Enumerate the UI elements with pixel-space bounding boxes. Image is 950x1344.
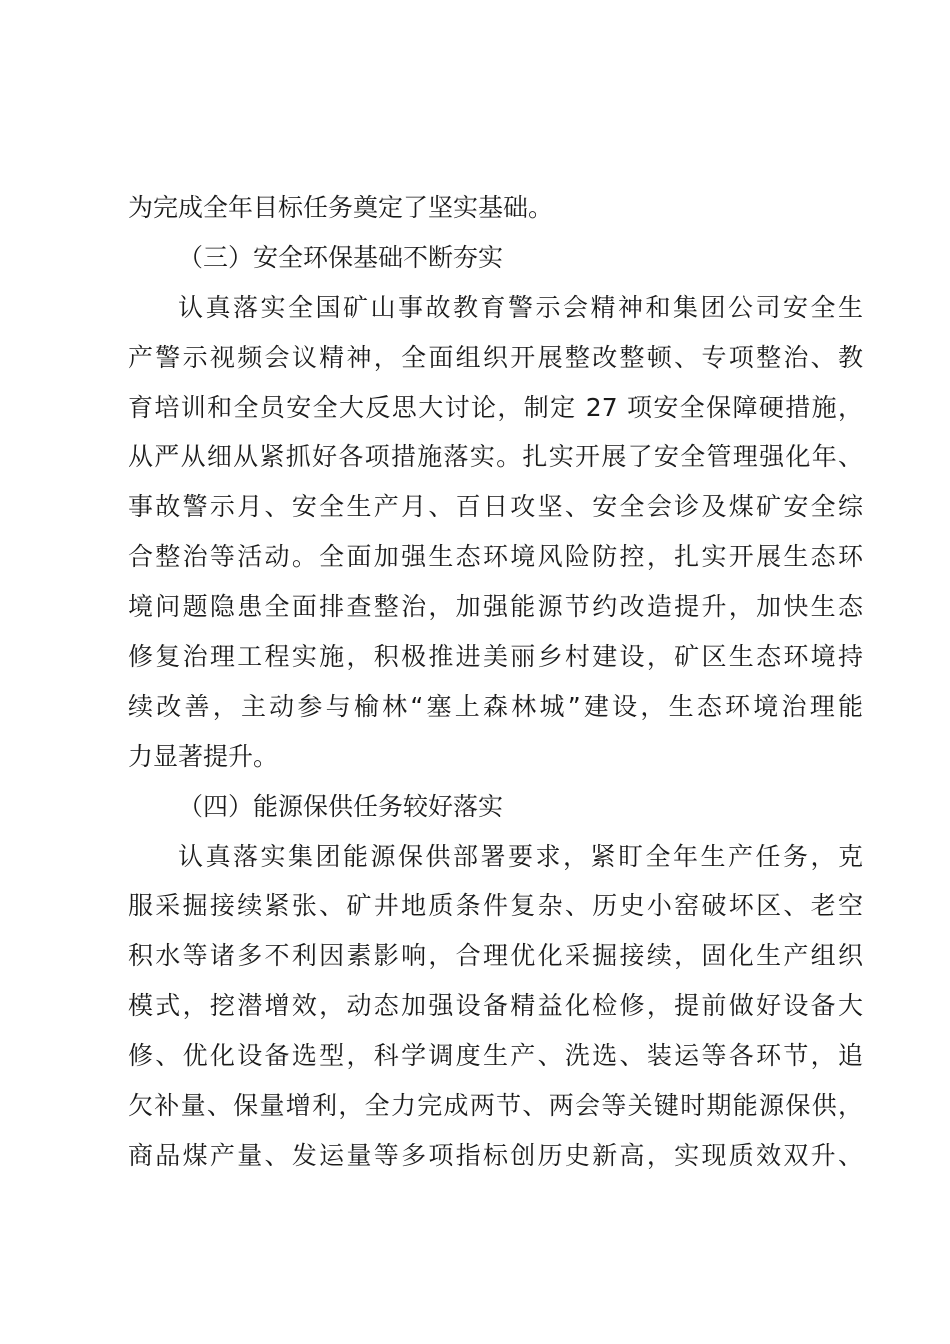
paragraph-line: 认真落实全国矿山事故教育警示会精神和集团公司安全生 <box>178 292 863 322</box>
paragraph-line: 境问题隐患全面排查整治，加强能源节约改造提升，加快生态 <box>128 592 863 622</box>
paragraph-line: 修、优化设备选型，科学调度生产、洗选、装运等各环节，追 <box>128 1041 863 1071</box>
paragraph-line: 从严从细从紧抓好各项措施落实。扎实开展了安全管理强化年、 <box>128 442 863 472</box>
paragraph-line: 续改善，主动参与榆林“塞上森林城”建设，生态环境治理能 <box>128 691 863 721</box>
paragraph-line: 欠补量、保量增利，全力完成两节、两会等关键时期能源保供， <box>128 1091 863 1121</box>
paragraph-line: 服采掘接续紧张、矿井地质条件复杂、历史小窑破坏区、老空 <box>128 891 863 921</box>
paragraph-line: 商品煤产量、发运量等多项指标创历史新高，实现质效双升、 <box>128 1140 863 1170</box>
paragraph-line: 事故警示月、安全生产月、百日攻坚、安全会诊及煤矿安全综 <box>128 492 863 522</box>
paragraph-line: 力显著提升。 <box>128 741 279 771</box>
paragraph-line: 为完成全年目标任务奠定了坚实基础。 <box>128 193 554 222</box>
paragraph-line: 合整治等活动。全面加强生态环境风险防控，扎实开展生态环 <box>128 542 863 572</box>
paragraph-line: 产警示视频会议精神，全面组织开展整改整顿、专项整治、教 <box>128 342 863 372</box>
body-text <box>128 183 863 1181</box>
section-heading-3: （三）安全环保基础不断夯实 <box>178 242 504 272</box>
paragraph-line: 积水等诸多不利因素影响，合理优化采掘接续，固化生产组织 <box>128 941 863 971</box>
paragraph-line: 模式，挖潜增效，动态加强设备精益化检修，提前做好设备大 <box>128 991 863 1021</box>
paragraph-line: 修复治理工程实施，积极推进美丽乡村建设，矿区生态环境持 <box>128 642 863 672</box>
paragraph-line: 育培训和全员安全大反思大讨论，制定 27 项安全保障硬措施， <box>128 392 863 422</box>
paragraph-line: 认真落实集团能源保供部署要求，紧盯全年生产任务，克 <box>178 841 863 871</box>
section-heading-4: （四）能源保供任务较好落实 <box>178 791 504 821</box>
